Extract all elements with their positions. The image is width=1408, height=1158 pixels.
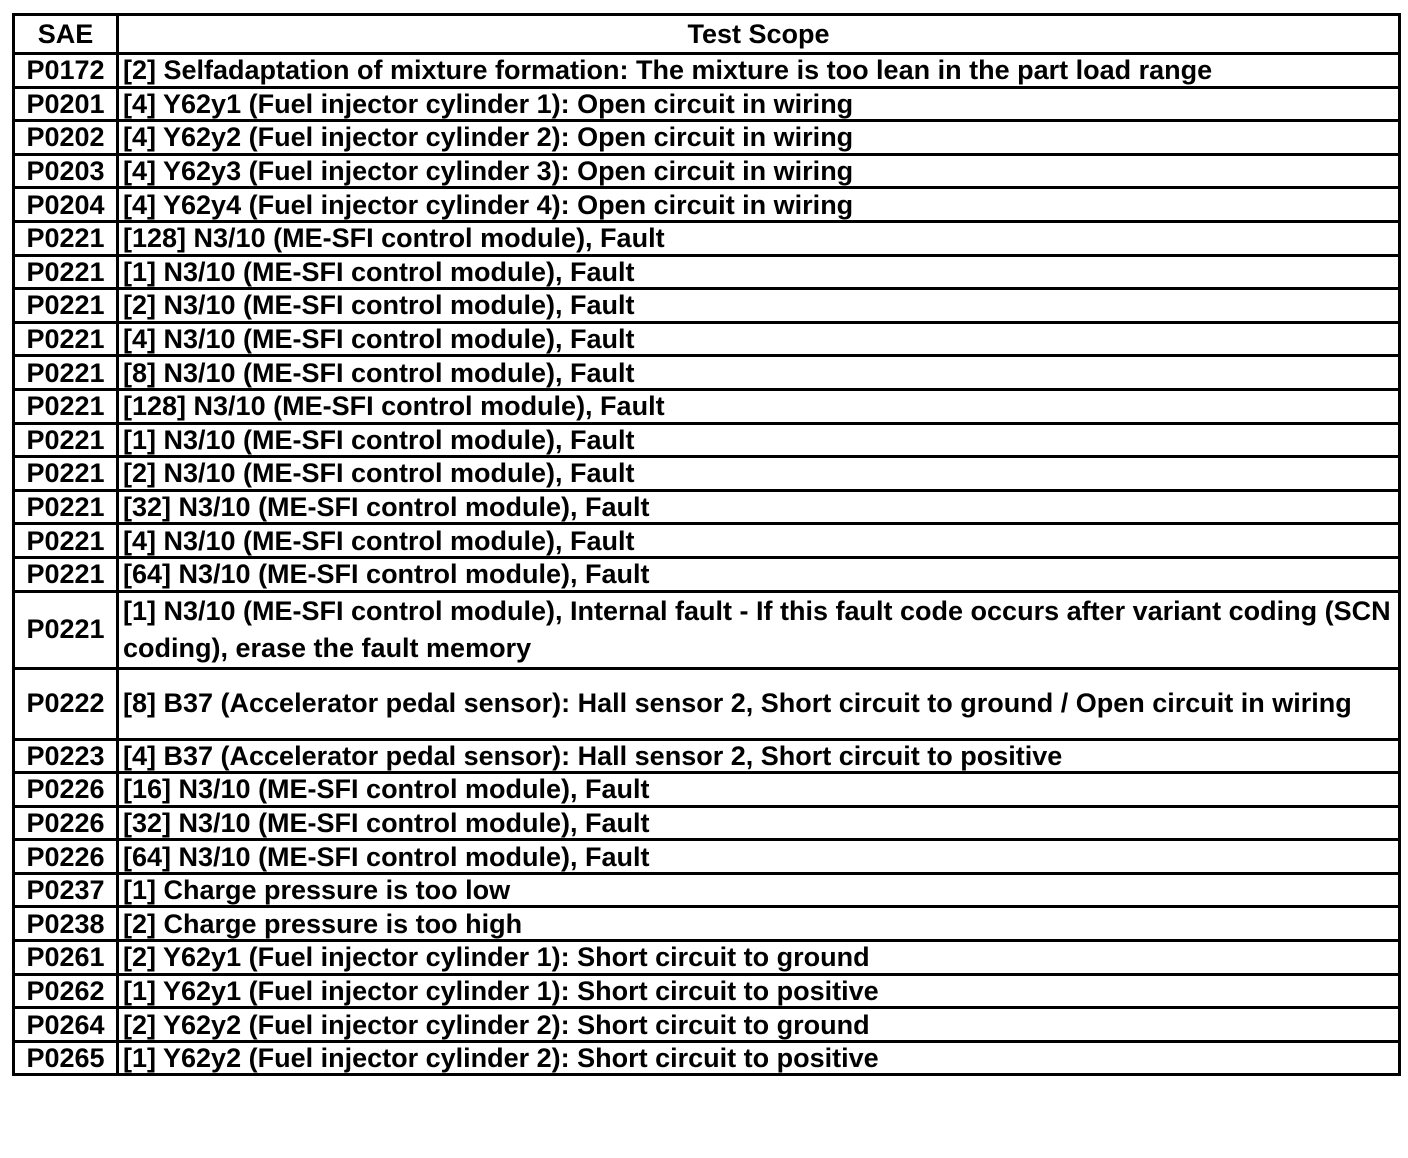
test-scope-cell: [1] Y62y2 (Fuel injector cylinder 2): Short circuit to positive: [118, 1041, 1400, 1075]
table-row: [14, 873, 1400, 907]
sae-code-cell: P0221: [14, 255, 118, 289]
sae-code-cell: P0221: [14, 356, 118, 390]
test-scope-cell: [128] N3/10 (ME-SFI control module), Fault: [118, 389, 1400, 423]
test-scope-cell: [1] N3/10 (ME-SFI control module), Fault: [118, 423, 1400, 457]
test-scope-cell: [64] N3/10 (ME-SFI control module), Fault: [118, 840, 1400, 874]
sae-code-cell: P0222: [14, 668, 118, 739]
test-scope-cell: [32] N3/10 (ME-SFI control module), Fault: [118, 490, 1400, 524]
test-scope-cell: [2] N3/10 (ME-SFI control module), Fault: [118, 457, 1400, 491]
sae-code-cell: P0221: [14, 221, 118, 255]
table-row: [14, 524, 1400, 558]
fault-code-table-container: [12, 13, 1398, 1076]
sae-code-cell: P0201: [14, 87, 118, 121]
table-row: [14, 188, 1400, 222]
sae-code-cell: P0238: [14, 907, 118, 941]
test-scope-cell: [4] Y62y3 (Fuel injector cylinder 3): Open circuit in wiring: [118, 154, 1400, 188]
test-scope-cell: [2] Y62y1 (Fuel injector cylinder 1): Short circuit to ground: [118, 941, 1400, 975]
table-row: [14, 1041, 1400, 1075]
test-scope-cell: [1] Charge pressure is too low: [118, 873, 1400, 907]
table-row: [14, 1008, 1400, 1042]
test-scope-cell: [16] N3/10 (ME-SFI control module), Fault: [118, 773, 1400, 807]
sae-code-cell: P0221: [14, 457, 118, 491]
sae-code-cell: P0265: [14, 1041, 118, 1075]
sae-code-cell: P0221: [14, 322, 118, 356]
sae-code-cell: P0172: [14, 54, 118, 88]
sae-code-cell: P0221: [14, 524, 118, 558]
table-row: [14, 668, 1400, 739]
table-row: [14, 457, 1400, 491]
table-row: [14, 423, 1400, 457]
sae-code-cell: P0221: [14, 591, 118, 668]
table-body: [14, 54, 1400, 1075]
sae-code-cell: P0226: [14, 840, 118, 874]
sae-code-cell: P0204: [14, 188, 118, 222]
table-row: [14, 490, 1400, 524]
test-scope-cell: [2] N3/10 (ME-SFI control module), Fault: [118, 289, 1400, 323]
fault-code-table: [12, 13, 1401, 1076]
table-row: [14, 806, 1400, 840]
sae-code-cell: P0221: [14, 557, 118, 591]
sae-code-cell: P0237: [14, 873, 118, 907]
test-scope-cell: [4] Y62y4 (Fuel injector cylinder 4): Open circuit in wiring: [118, 188, 1400, 222]
test-scope-cell: [1] N3/10 (ME-SFI control module), Fault: [118, 255, 1400, 289]
test-scope-cell: [64] N3/10 (ME-SFI control module), Fault: [118, 557, 1400, 591]
table-row: [14, 739, 1400, 773]
sae-code-cell: P0221: [14, 289, 118, 323]
sae-code-cell: P0221: [14, 389, 118, 423]
sae-code-cell: P0264: [14, 1008, 118, 1042]
table-row: [14, 356, 1400, 390]
test-scope-cell: [4] N3/10 (ME-SFI control module), Fault: [118, 524, 1400, 558]
test-scope-cell: [2] Charge pressure is too high: [118, 907, 1400, 941]
test-scope-column-header: Test Scope: [118, 15, 1400, 54]
test-scope-cell: [4] Y62y2 (Fuel injector cylinder 2): Open circuit in wiring: [118, 121, 1400, 155]
test-scope-cell: [4] Y62y1 (Fuel injector cylinder 1): Open circuit in wiring: [118, 87, 1400, 121]
sae-column-header: SAE: [14, 15, 118, 54]
table-row: [14, 591, 1400, 668]
sae-code-cell: P0203: [14, 154, 118, 188]
table-row: [14, 941, 1400, 975]
test-scope-cell: [2] Y62y2 (Fuel injector cylinder 2): Short circuit to ground: [118, 1008, 1400, 1042]
table-row: [14, 289, 1400, 323]
table-row: [14, 557, 1400, 591]
table-row: [14, 54, 1400, 88]
table-row: [14, 121, 1400, 155]
test-scope-cell: [128] N3/10 (ME-SFI control module), Fault: [118, 221, 1400, 255]
test-scope-cell: [2] Selfadaptation of mixture formation: The mixture is too lean in the part load range: [118, 54, 1400, 88]
test-scope-cell: [4] N3/10 (ME-SFI control module), Fault: [118, 322, 1400, 356]
table-row: [14, 87, 1400, 121]
table-header-row: [14, 15, 1400, 54]
table-row: [14, 255, 1400, 289]
sae-code-cell: P0261: [14, 941, 118, 975]
sae-code-cell: P0226: [14, 773, 118, 807]
sae-code-cell: P0226: [14, 806, 118, 840]
test-scope-cell: [4] B37 (Accelerator pedal sensor): Hall sensor 2, Short circuit to positive: [118, 739, 1400, 773]
test-scope-cell: [8] B37 (Accelerator pedal sensor): Hall sensor 2, Short circuit to ground / Open circuit in wiring: [118, 668, 1400, 739]
table-row: [14, 974, 1400, 1008]
test-scope-cell: [1] N3/10 (ME-SFI control module), Internal fault - If this fault code occurs after variant coding (SCN coding), erase the fault memory: [118, 591, 1400, 668]
test-scope-cell: [32] N3/10 (ME-SFI control module), Fault: [118, 806, 1400, 840]
table-row: [14, 389, 1400, 423]
table-row: [14, 154, 1400, 188]
sae-code-cell: P0223: [14, 739, 118, 773]
table-row: [14, 322, 1400, 356]
sae-code-cell: P0202: [14, 121, 118, 155]
table-row: [14, 773, 1400, 807]
table-row: [14, 840, 1400, 874]
sae-code-cell: P0262: [14, 974, 118, 1008]
sae-code-cell: P0221: [14, 490, 118, 524]
sae-code-cell: P0221: [14, 423, 118, 457]
table-row: [14, 907, 1400, 941]
test-scope-cell: [1] Y62y1 (Fuel injector cylinder 1): Short circuit to positive: [118, 974, 1400, 1008]
table-row: [14, 221, 1400, 255]
test-scope-cell: [8] N3/10 (ME-SFI control module), Fault: [118, 356, 1400, 390]
